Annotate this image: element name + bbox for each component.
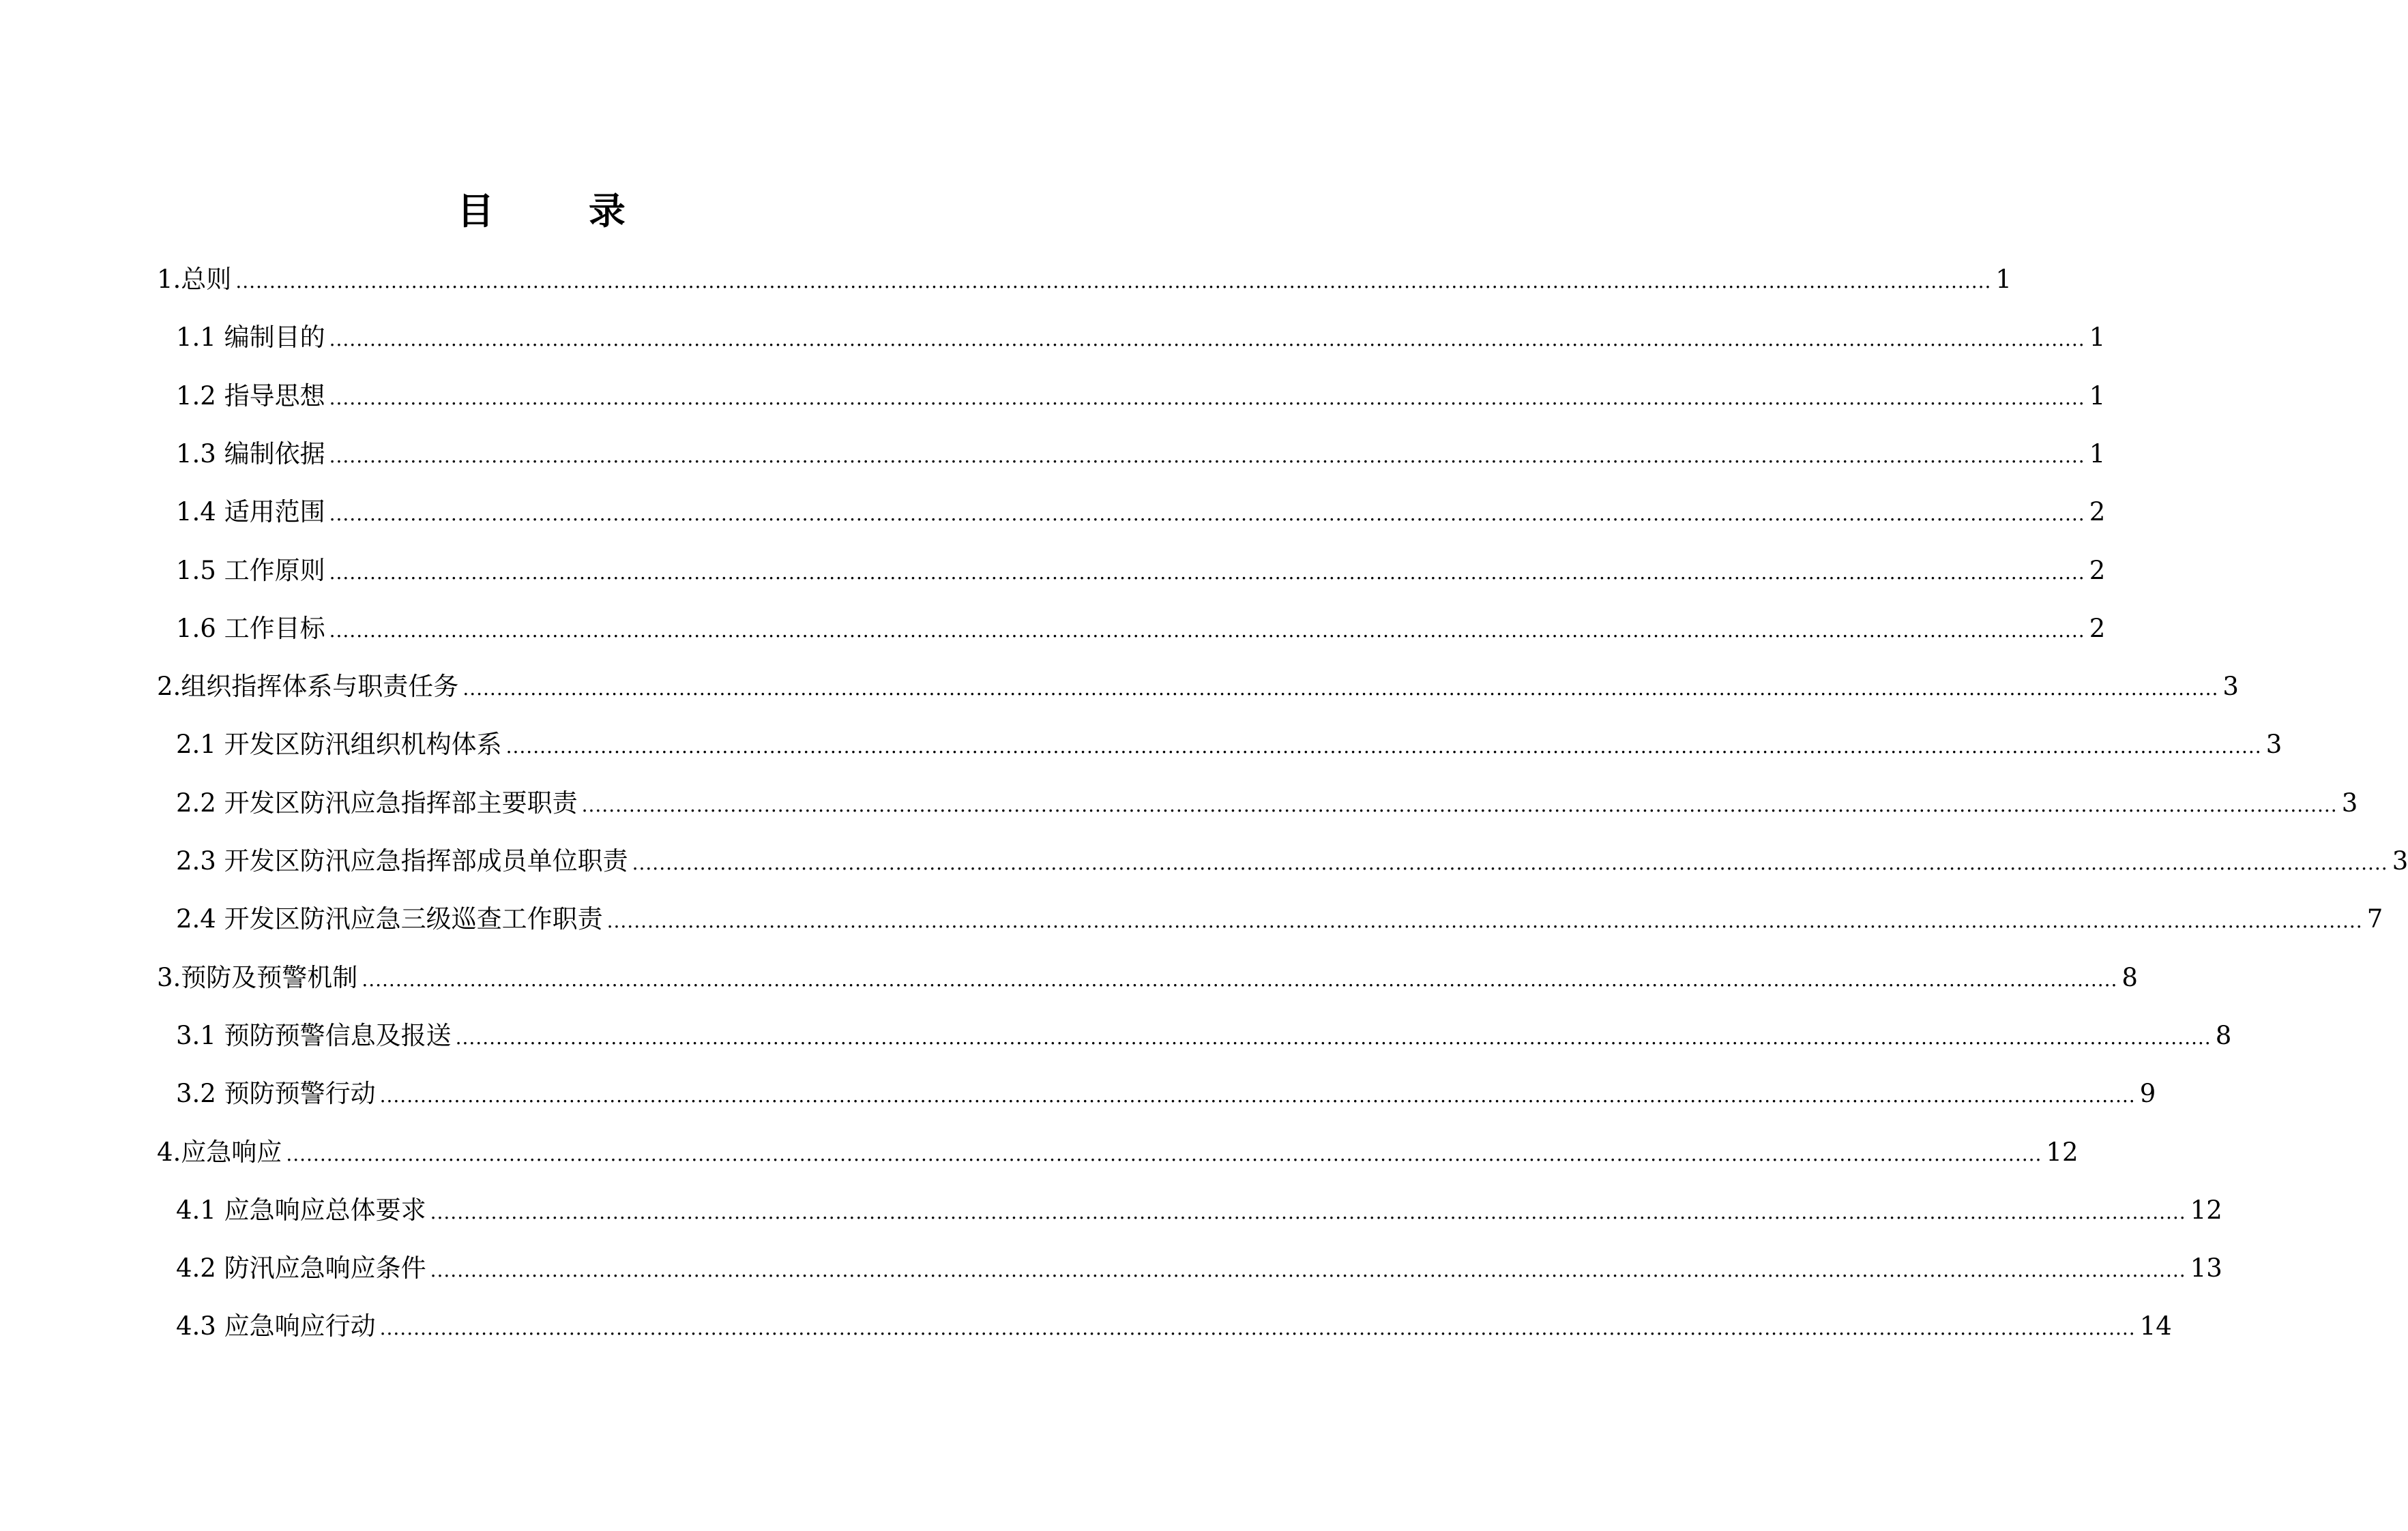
toc-entry[interactable] — [176, 1248, 2222, 1289]
toc-dot-leader: .................................................................................................................................................................................................................................................................... — [329, 503, 2085, 525]
toc-entry-label: 4.应急响应 — [157, 1138, 282, 1167]
toc-entry-label: 2.1 开发区防汛组织机构体系 — [176, 730, 502, 759]
toc-dot-leader: .................................................................................................................................................................................................................................................................... — [329, 387, 2085, 409]
toc-entry[interactable] — [176, 550, 2106, 591]
toc-entry[interactable] — [176, 724, 2282, 765]
toc-entry-page-number: 7 — [2366, 904, 2383, 934]
toc-entry-page-number: 8 — [2121, 963, 2138, 992]
toc-entry-label: 4.2 防汛应急响应条件 — [176, 1253, 426, 1283]
toc-entry-label: 3.2 预防预警行动 — [176, 1079, 376, 1108]
toc-entry-page-number: 3 — [2392, 846, 2408, 876]
toc-entry-page-number: 13 — [2190, 1253, 2222, 1283]
toc-entry-label: 2.3 开发区防汛应急指挥部成员单位职责 — [176, 846, 628, 876]
toc-entry-page-number: 3 — [2222, 672, 2239, 701]
toc-title: 目 录 — [457, 190, 666, 233]
toc-dot-leader: .................................................................................................................................................................................................................................................................... — [379, 1084, 2136, 1107]
toc-entry[interactable] — [176, 1073, 2156, 1114]
toc-entry-label: 3.预防及预警机制 — [157, 963, 358, 992]
toc-entry-label: 2.组织指挥体系与职责任务 — [157, 672, 459, 701]
toc-entry[interactable] — [157, 1132, 2079, 1173]
toc-entry-label: 1.4 适用范围 — [176, 497, 325, 526]
toc-entry[interactable] — [176, 1015, 2232, 1056]
toc-entry[interactable] — [176, 1306, 2172, 1347]
toc-entry[interactable] — [176, 492, 2106, 533]
toc-entry-page-number: 1 — [2089, 381, 2106, 411]
toc-entry-page-number: 8 — [2215, 1021, 2232, 1050]
toc-entry-label: 2.2 开发区防汛应急指挥部主要职责 — [176, 788, 578, 818]
toc-entry-page-number: 12 — [2046, 1138, 2079, 1167]
toc-entry-page-number: 14 — [2139, 1311, 2172, 1341]
toc-entry[interactable] — [176, 1190, 2222, 1231]
toc-entry-label: 1.3 编制依据 — [176, 439, 325, 469]
toc-dot-leader: .................................................................................................................................................................................................................................................................... — [379, 1317, 2136, 1339]
toc-dot-leader: .................................................................................................................................................................................................................................................................... — [505, 735, 2262, 758]
toc-entry-page-number: 9 — [2139, 1079, 2156, 1108]
toc-entry-label: 3.1 预防预警信息及报送 — [176, 1021, 452, 1050]
toc-entry-label: 1.5 工作原则 — [176, 556, 325, 585]
toc-dot-leader: .................................................................................................................................................................................................................................................................... — [329, 561, 2085, 584]
toc-entry[interactable] — [176, 317, 2106, 358]
toc-entry[interactable] — [176, 899, 2383, 940]
toc-entry-page-number: 3 — [2265, 730, 2282, 759]
toc-entry-label: 1.2 指导思想 — [176, 381, 325, 411]
toc-entry-label: 2.4 开发区防汛应急三级巡查工作职责 — [176, 904, 603, 934]
toc-entry[interactable] — [176, 783, 2358, 824]
toc-dot-leader: .................................................................................................................................................................................................................................................................... — [286, 1143, 2042, 1165]
toc-entry-page-number: 2 — [2089, 614, 2106, 643]
toc-dot-leader: .................................................................................................................................................................................................................................................................... — [430, 1259, 2186, 1281]
toc-entry-page-number: 1 — [1995, 265, 2012, 294]
toc-entry-label: 1.6 工作目标 — [176, 614, 325, 643]
toc-entry[interactable] — [176, 608, 2106, 649]
toc-dot-leader: .................................................................................................................................................................................................................................................................... — [462, 677, 2219, 700]
toc-dot-leader: .................................................................................................................................................................................................................................................................... — [362, 968, 2118, 991]
toc-entry-label: 1.1 编制目的 — [176, 323, 325, 352]
toc-entry[interactable] — [176, 841, 2408, 882]
toc-entry[interactable] — [157, 957, 2138, 998]
toc-entry-page-number: 1 — [2089, 323, 2106, 352]
toc-entry[interactable] — [176, 434, 2106, 475]
toc-dot-leader: .................................................................................................................................................................................................................................................................... — [329, 445, 2085, 467]
toc-entry-page-number: 2 — [2089, 497, 2106, 526]
toc-dot-leader: .................................................................................................................................................................................................................................................................... — [235, 270, 1992, 293]
toc-entry-label: 4.1 应急响应总体要求 — [176, 1195, 426, 1225]
toc-dot-leader: .................................................................................................................................................................................................................................................................... — [430, 1201, 2186, 1223]
toc-entry[interactable] — [176, 376, 2106, 417]
toc-entry[interactable] — [157, 259, 2012, 300]
toc-dot-leader: .................................................................................................................................................................................................................................................................... — [329, 328, 2085, 351]
toc-entry-page-number: 1 — [2089, 439, 2106, 469]
toc-entry-label: 4.3 应急响应行动 — [176, 1311, 376, 1341]
toc-dot-leader: .................................................................................................................................................................................................................................................................... — [632, 852, 2388, 874]
toc-dot-leader: .................................................................................................................................................................................................................................................................... — [606, 910, 2363, 932]
toc-dot-leader: .................................................................................................................................................................................................................................................................... — [329, 619, 2085, 642]
toc-entry-page-number: 12 — [2190, 1195, 2222, 1225]
toc-dot-leader: .................................................................................................................................................................................................................................................................... — [455, 1026, 2212, 1049]
toc-entry[interactable] — [157, 666, 2239, 707]
toc-dot-leader: .................................................................................................................................................................................................................................................................... — [581, 794, 2338, 816]
toc-entry-page-number: 2 — [2089, 556, 2106, 585]
toc-entry-page-number: 3 — [2341, 788, 2358, 818]
toc-entry-label: 1.总则 — [157, 265, 232, 294]
